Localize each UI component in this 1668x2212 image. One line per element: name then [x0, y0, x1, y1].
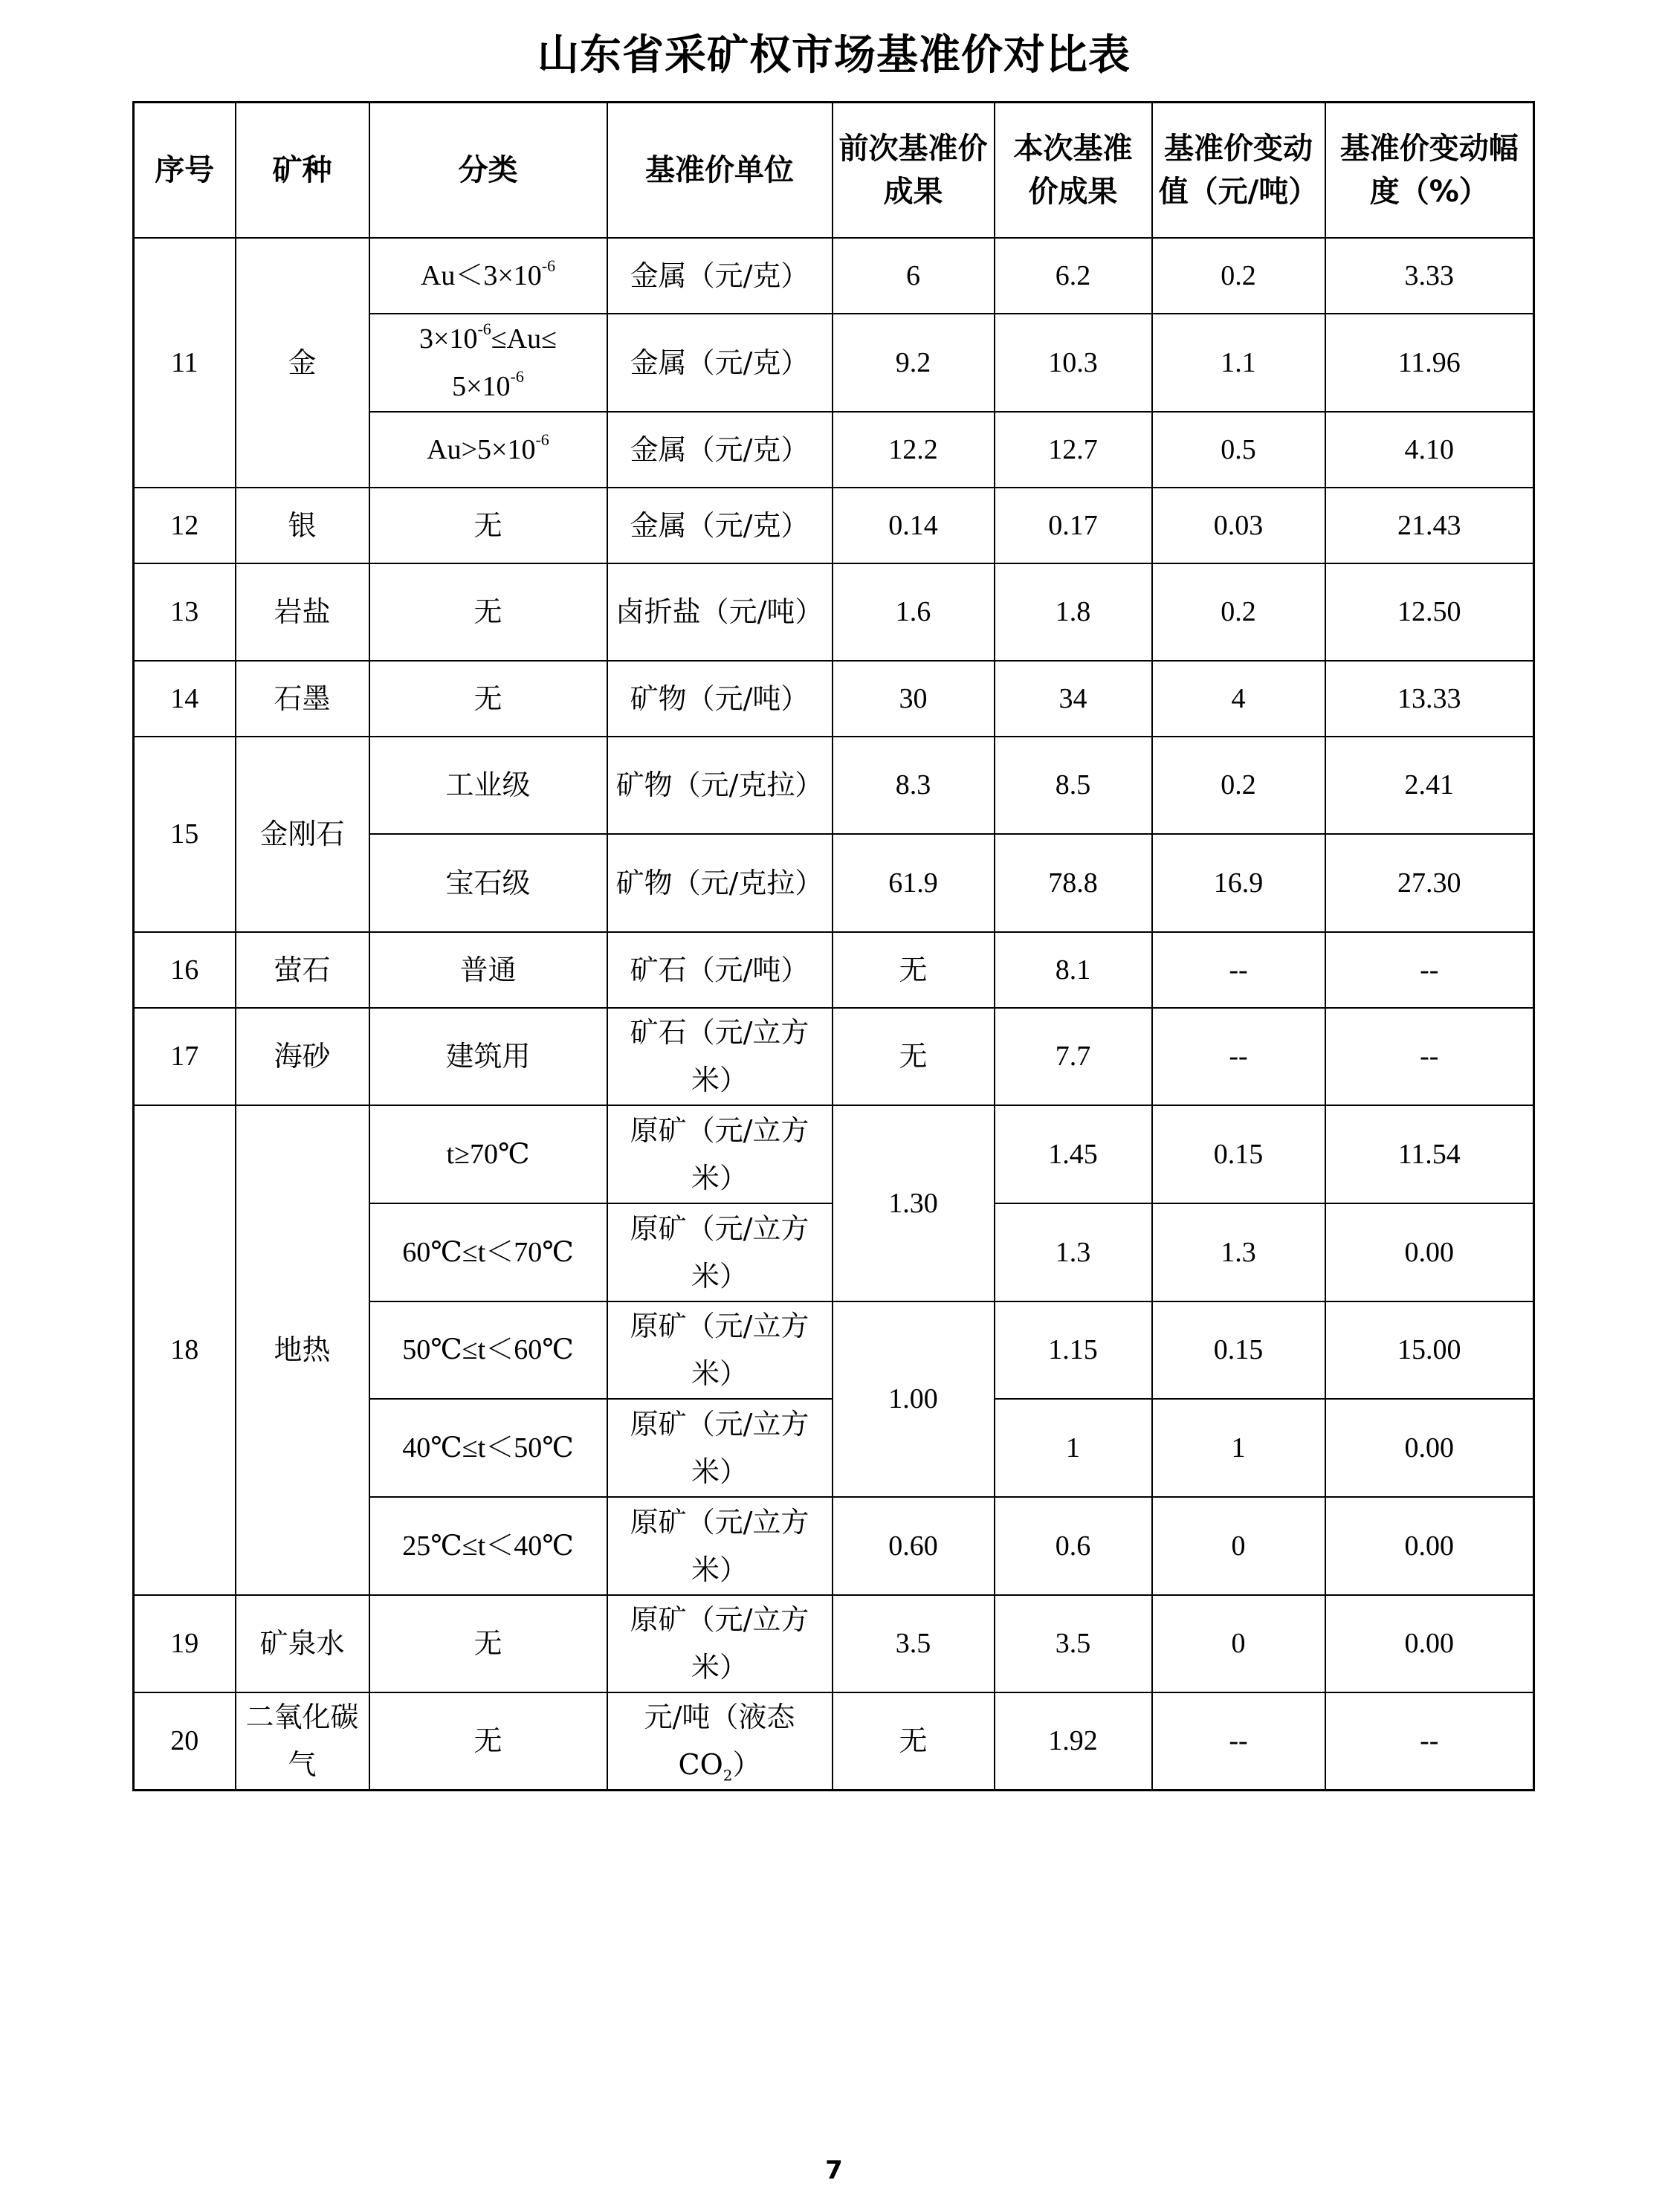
cell-curr: 78.8 [995, 834, 1152, 932]
cell-mineral: 海砂 [236, 1008, 369, 1105]
cell-delta: 0.5 [1152, 412, 1325, 488]
cell-curr: 0.17 [995, 488, 1152, 563]
cell-seq: 19 [134, 1595, 236, 1692]
cell-seq: 14 [134, 661, 236, 737]
col-header-change-pct: 基准价变动幅度（%） [1325, 103, 1534, 238]
cell-pct: 0.00 [1325, 1497, 1534, 1595]
cell-pct: 11.54 [1325, 1105, 1534, 1203]
cell-mineral: 石墨 [236, 661, 369, 737]
table-row [134, 1008, 1534, 1105]
cell-unit: 矿物（元/克拉） [607, 834, 833, 932]
cell-prev: 8.3 [833, 737, 995, 834]
cell-delta: 0.15 [1152, 1301, 1325, 1399]
cell-pct: 3.33 [1325, 238, 1534, 314]
col-header-seq: 序号 [134, 103, 236, 238]
cell-category: t≥70℃ [369, 1105, 607, 1203]
cell-category: 宝石级 [369, 834, 607, 932]
cell-seq: 15 [134, 737, 236, 932]
cell-seq: 12 [134, 488, 236, 563]
cell-curr: 12.7 [995, 412, 1152, 488]
cell-pct: -- [1325, 932, 1534, 1008]
cell-unit: 原矿（元/立方米） [607, 1203, 833, 1301]
cell-delta: 1.1 [1152, 314, 1325, 412]
cell-prev: 0.60 [833, 1497, 995, 1595]
table-row [134, 1692, 1534, 1791]
cell-seq: 11 [134, 238, 236, 488]
cell-curr: 34 [995, 661, 1152, 737]
cell-curr: 8.1 [995, 932, 1152, 1008]
cell-delta: -- [1152, 1692, 1325, 1791]
cell-curr: 1.15 [995, 1301, 1152, 1399]
cell-delta: -- [1152, 1008, 1325, 1105]
cell-category: 建筑用 [369, 1008, 607, 1105]
cell-prev: 12.2 [833, 412, 995, 488]
cell-pct: 11.96 [1325, 314, 1534, 412]
cell-curr: 1.3 [995, 1203, 1152, 1301]
table-header-row [134, 103, 1534, 238]
cell-curr: 10.3 [995, 314, 1152, 412]
cell-mineral: 岩盐 [236, 563, 369, 661]
cell-category: 60℃≤t＜70℃ [369, 1203, 607, 1301]
cell-mineral: 地热 [236, 1105, 369, 1595]
cell-unit: 矿物（元/吨） [607, 661, 833, 737]
cell-unit: 矿物（元/克拉） [607, 737, 833, 834]
page-title: 山东省采矿权市场基准价对比表 [537, 31, 1131, 80]
cell-delta: 1 [1152, 1399, 1325, 1497]
cell-mineral: 银 [236, 488, 369, 563]
cell-curr: 8.5 [995, 737, 1152, 834]
cell-prev: 无 [833, 1692, 995, 1791]
col-header-change-value: 基准价变动值（元/吨） [1152, 103, 1325, 238]
cell-unit: 卤折盐（元/吨） [607, 563, 833, 661]
cell-category: 无 [369, 488, 607, 563]
cell-unit: 金属（元/克） [607, 412, 833, 488]
cell-category: 普通 [369, 932, 607, 1008]
cell-pct: 4.10 [1325, 412, 1534, 488]
cell-category: $3\times 10^{-6}\le Au\le$ $5\times 10^{-6}$ [369, 314, 607, 412]
table-row [134, 563, 1534, 661]
cell-category: 工业级 [369, 737, 607, 834]
cell-delta: 0.2 [1152, 238, 1325, 314]
cell-category: 40℃≤t＜50℃ [369, 1399, 607, 1497]
cell-mineral: 金刚石 [236, 737, 369, 932]
cell-curr: 6.2 [995, 238, 1152, 314]
col-header-category: 分类 [369, 103, 607, 238]
cell-seq: 16 [134, 932, 236, 1008]
cell-pct: 15.00 [1325, 1301, 1534, 1399]
cell-prev: 无 [833, 932, 995, 1008]
cell-prev: 1.6 [833, 563, 995, 661]
cell-prev: 无 [833, 1008, 995, 1105]
cell-unit: 原矿（元/立方米） [607, 1301, 833, 1399]
cell-prev: 30 [833, 661, 995, 737]
cell-pct: 0.00 [1325, 1595, 1534, 1692]
cell-delta: 0.03 [1152, 488, 1325, 563]
table-row [134, 1595, 1534, 1692]
cell-seq: 17 [134, 1008, 236, 1105]
cell-pct: 2.41 [1325, 737, 1534, 834]
cell-unit: 金属（元/克） [607, 314, 833, 412]
cell-delta: 0.2 [1152, 563, 1325, 661]
cell-prev: 1.30 [833, 1105, 995, 1301]
cell-pct: 12.50 [1325, 563, 1534, 661]
benchmark-price-table [132, 101, 1535, 1791]
cell-mineral: 二氧化碳气 [236, 1692, 369, 1791]
cell-curr: 3.5 [995, 1595, 1152, 1692]
cell-curr: 0.6 [995, 1497, 1152, 1595]
cell-curr: 1 [995, 1399, 1152, 1497]
cell-prev: 3.5 [833, 1595, 995, 1692]
cell-category: 无 [369, 1595, 607, 1692]
cell-prev: 1.00 [833, 1301, 995, 1497]
cell-category: 25℃≤t＜40℃ [369, 1497, 607, 1595]
cell-pct: -- [1325, 1008, 1534, 1105]
cell-curr: 1.92 [995, 1692, 1152, 1791]
cell-category: 无 [369, 661, 607, 737]
cell-seq: 20 [134, 1692, 236, 1791]
table-row [134, 488, 1534, 563]
cell-mineral: 矿泉水 [236, 1595, 369, 1692]
table-row [134, 737, 1534, 834]
cell-delta: 4 [1152, 661, 1325, 737]
cell-category: 无 [369, 563, 607, 661]
cell-delta: 16.9 [1152, 834, 1325, 932]
cell-unit: 矿石（元/吨） [607, 932, 833, 1008]
cell-unit: 原矿（元/立方米） [607, 1105, 833, 1203]
cell-seq: 13 [134, 563, 236, 661]
cell-unit: 原矿（元/立方米） [607, 1399, 833, 1497]
col-header-curr: 本次基准价成果 [995, 103, 1152, 238]
cell-curr: 1.45 [995, 1105, 1152, 1203]
cell-pct: 0.00 [1325, 1203, 1534, 1301]
cell-pct: 0.00 [1325, 1399, 1534, 1497]
cell-delta: 0.15 [1152, 1105, 1325, 1203]
cell-category: 50℃≤t＜60℃ [369, 1301, 607, 1399]
cell-mineral: 金 [236, 238, 369, 488]
cell-prev: 6 [833, 238, 995, 314]
cell-delta: 0 [1152, 1595, 1325, 1692]
table-row [134, 932, 1534, 1008]
col-header-unit: 基准价单位 [607, 103, 833, 238]
cell-unit: 原矿（元/立方米） [607, 1497, 833, 1595]
cell-seq: 18 [134, 1105, 236, 1595]
cell-unit: 原矿（元/立方米） [607, 1595, 833, 1692]
page-number: 7 [825, 2156, 843, 2185]
cell-pct: -- [1325, 1692, 1534, 1791]
cell-unit: 金属（元/克） [607, 488, 833, 563]
cell-category: 无 [369, 1692, 607, 1791]
cell-unit: 矿石（元/立方米） [607, 1008, 833, 1105]
cell-mineral: 萤石 [236, 932, 369, 1008]
cell-curr: 7.7 [995, 1008, 1152, 1105]
cell-delta: 0.2 [1152, 737, 1325, 834]
cell-pct: 21.43 [1325, 488, 1534, 563]
col-header-mineral: 矿种 [236, 103, 369, 238]
cell-prev: 9.2 [833, 314, 995, 412]
table-row [134, 1105, 1534, 1203]
cell-pct: 27.30 [1325, 834, 1534, 932]
cell-delta: 1.3 [1152, 1203, 1325, 1301]
table-row [134, 238, 1534, 314]
cell-curr: 1.8 [995, 563, 1152, 661]
cell-prev: 0.14 [833, 488, 995, 563]
cell-category: $Au>5\times 10^{-6}$ [369, 412, 607, 488]
cell-delta: 0 [1152, 1497, 1325, 1595]
cell-prev: 61.9 [833, 834, 995, 932]
col-header-prev: 前次基准价成果 [833, 103, 995, 238]
cell-pct: 13.33 [1325, 661, 1534, 737]
cell-category: $Au<3\times 10^{-6}$ [369, 238, 607, 314]
table-row [134, 661, 1534, 737]
cell-unit: 金属（元/克） [607, 238, 833, 314]
cell-delta: -- [1152, 932, 1325, 1008]
cell-unit: 元/吨（液态$CO_2$） [607, 1692, 833, 1791]
